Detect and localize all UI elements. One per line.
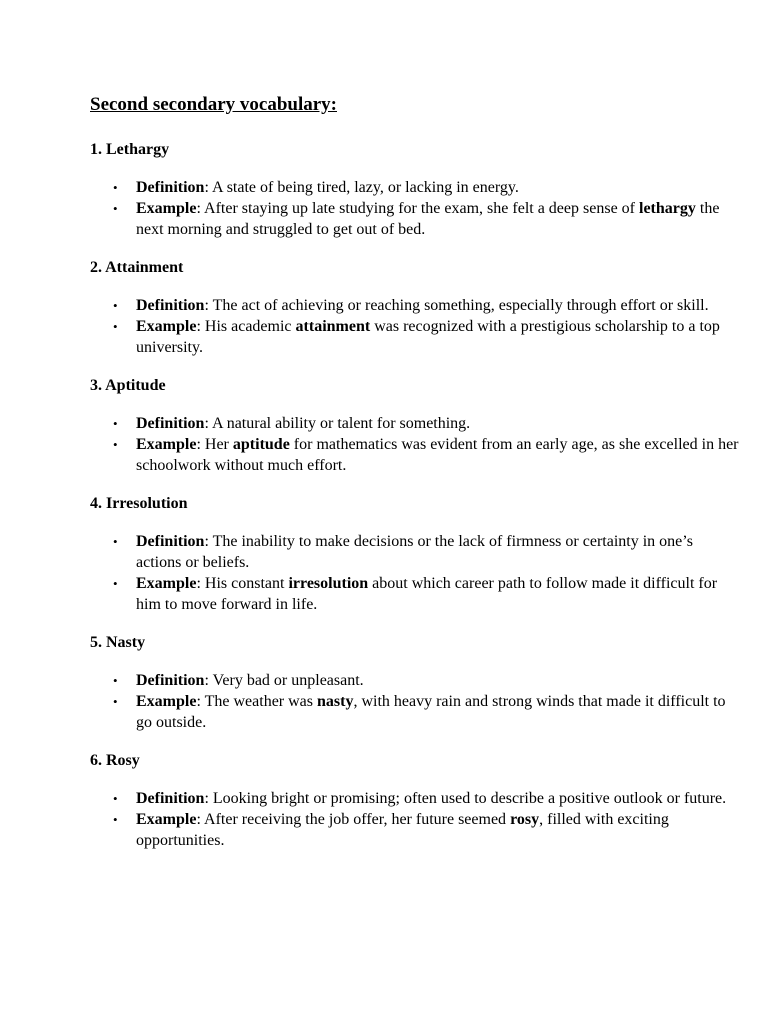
example-text: : The weather was [196, 693, 317, 710]
vocab-entry-lethargy [90, 139, 740, 240]
example-keyword: attainment [295, 318, 371, 335]
example-keyword: aptitude [232, 436, 290, 453]
term-details-list [90, 788, 740, 851]
example-text: : Her [196, 436, 233, 453]
example-text: : After receiving the job offer, her future seemed [196, 811, 511, 828]
example-text-end: for mathematics was evident from an early age, as she excelled in her schoolwork without much effort. [136, 436, 739, 474]
document-page [90, 93, 740, 868]
definition-label: Definition [136, 179, 205, 196]
definition-label: Definition [136, 533, 205, 550]
example-label: Example [136, 811, 197, 828]
definition-text: : A natural ability or talent for something. [204, 415, 471, 432]
example-item [90, 198, 740, 240]
term-heading: 6. Rosy [90, 752, 140, 769]
example-label: Example [136, 318, 197, 335]
example-text: : His academic [196, 318, 296, 335]
term-details-list [90, 177, 740, 240]
example-item [90, 316, 740, 358]
vocab-entry-rosy [90, 750, 740, 851]
definition-item [90, 413, 740, 434]
definition-label: Definition [136, 415, 205, 432]
definition-text: : A state of being tired, lazy, or lacking in energy. [204, 179, 519, 196]
example-text-end: was recognized with a prestigious scholarship to a top university. [136, 318, 720, 356]
vocab-entry-nasty [90, 632, 740, 733]
definition-item [90, 295, 740, 316]
definition-item [90, 670, 740, 691]
example-text-end: , with heavy rain and strong winds that made it difficult to go outside. [136, 693, 726, 731]
term-details-list [90, 531, 740, 615]
example-keyword: nasty [317, 693, 354, 710]
example-item [90, 809, 740, 851]
term-heading: 3. Aptitude [90, 377, 166, 394]
example-item [90, 573, 740, 615]
term-details-list [90, 413, 740, 476]
term-heading: 1. Lethargy [90, 141, 170, 158]
example-label: Example [136, 693, 197, 710]
example-text-end: , filled with exciting opportunities. [136, 811, 669, 849]
definition-item [90, 531, 740, 573]
example-text: : His constant [196, 575, 289, 592]
term-heading: 2. Attainment [90, 259, 184, 276]
example-label: Example [136, 575, 197, 592]
definition-item [90, 177, 740, 198]
example-text-end: about which career path to follow made it difficult for him to move forward in life. [136, 575, 718, 613]
definition-label: Definition [136, 672, 205, 689]
example-label: Example [136, 436, 197, 453]
example-keyword: rosy [510, 811, 540, 828]
example-keyword: irresolution [288, 575, 369, 592]
definition-label: Definition [136, 297, 205, 314]
definition-text: : Very bad or unpleasant. [204, 672, 364, 689]
definition-text: : The inability to make decisions or the lack of firmness or certainty in one’s actions or beliefs. [136, 533, 693, 571]
example-label: Example [136, 200, 197, 217]
vocab-entry-attainment [90, 257, 740, 358]
example-item [90, 691, 740, 733]
definition-label: Definition [136, 790, 205, 807]
definition-text: : Looking bright or promising; often used to describe a positive outlook or future. [204, 790, 727, 807]
definition-item [90, 788, 740, 809]
term-details-list [90, 670, 740, 733]
vocab-entry-irresolution [90, 493, 740, 615]
vocab-entry-aptitude [90, 375, 740, 476]
document-title: Second secondary vocabulary: [90, 94, 337, 115]
term-heading: 4. Irresolution [90, 495, 188, 512]
term-heading: 5. Nasty [90, 634, 146, 651]
example-text-end: the next morning and struggled to get out of bed. [136, 200, 720, 238]
definition-text: : The act of achieving or reaching something, especially through effort or skill. [204, 297, 709, 314]
example-text: : After staying up late studying for the exam, she felt a deep sense of [196, 200, 639, 217]
example-item [90, 434, 740, 476]
example-keyword: lethargy [639, 200, 696, 217]
term-details-list [90, 295, 740, 358]
